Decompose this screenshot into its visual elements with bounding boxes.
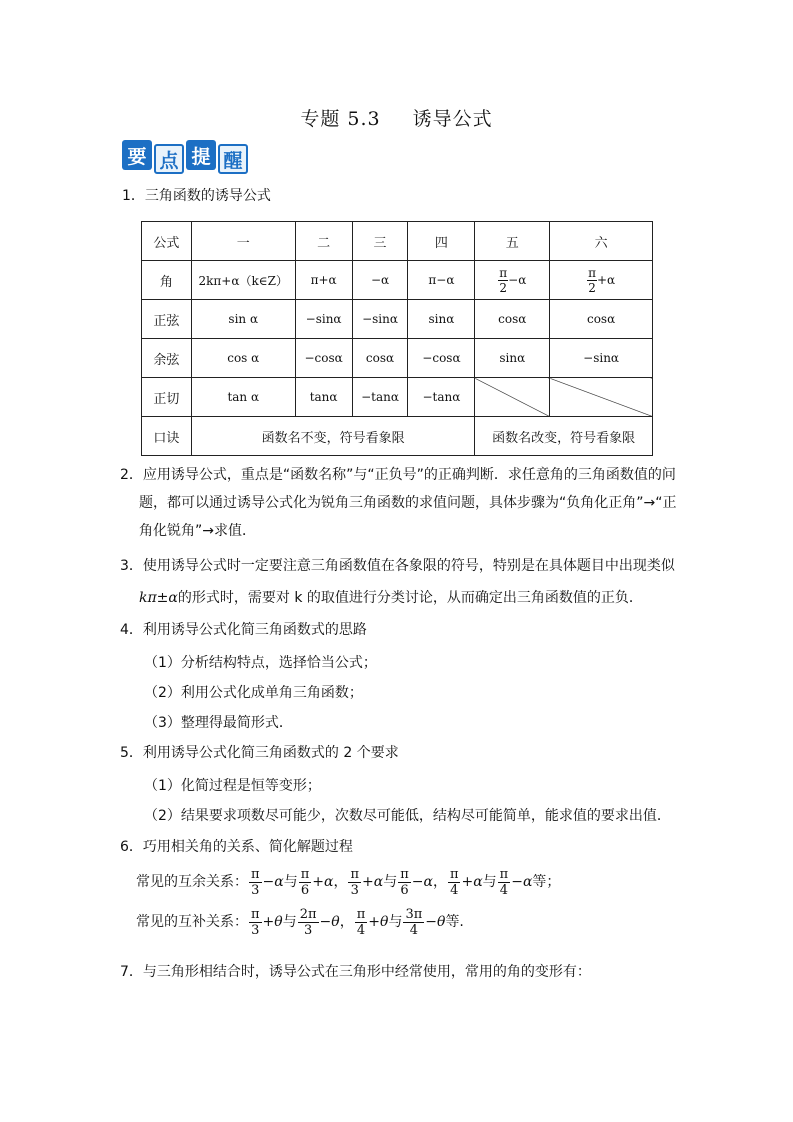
relation-label: 常见的互余关系： [136,874,248,890]
table-cell: 正切 [142,378,192,417]
complementary-relations [136,866,560,898]
table-cell: −cosα [408,339,475,378]
section-6-heading: 6．巧用相关角的关系、简化解题过程 [120,839,353,855]
fraction: $\frac{\pi}{2}$ [499,265,508,295]
fraction-numerator: π [350,866,360,882]
relation-joiner: 与 [388,914,403,930]
relation-joiner: 与 [283,874,298,890]
math-tail: +α [312,874,334,890]
fraction-denominator: 3 [303,922,313,938]
fraction-numerator: 3π [405,906,423,922]
relation-separator: ， [333,874,348,890]
badge-char-1: 要 [122,140,152,170]
table-row-cosine [142,339,653,378]
math-tail: +α [461,874,483,890]
table-row-mnemonic [142,417,653,456]
section-4-item-2: （2）利用公式化成单角三角函数； [144,685,363,701]
table-cell: sinα [475,339,550,378]
relation-joiner: 与 [282,914,297,930]
key-points-badge [122,140,248,170]
fraction-denominator: 3 [350,882,359,898]
section-2-line-3: 角化锐角”→求值． [139,523,256,539]
fraction [498,867,511,898]
table-cell-empty-diagonal [475,378,550,417]
fraction-denominator: 4 [499,882,509,898]
relation-list [248,906,464,938]
table-cell: π−α [408,261,475,300]
table-row-sine [142,300,653,339]
table-cell: tanα [295,378,352,417]
section-2-line-1: 2．应用诱导公式，重点是“函数名称”与“正负号”的正确判断．求任意角的三角函数值的问 [120,467,676,483]
table-row-header [142,222,653,261]
section-2-line-2: 题，都可以通过诱导公式化为锐角三角函数的求值问题，具体步骤为“负角化正角”→“正 [139,495,677,511]
relation-list [248,866,561,898]
badge-char-4: 醒 [218,144,248,174]
section-4-item-3: （3）整理得最简形式． [144,715,293,731]
math-tail: +α [362,874,384,890]
table-cell: 余弦 [142,339,192,378]
table-cell: 公式 [142,222,192,261]
supplementary-relations [136,906,464,938]
badge-char-2: 点 [154,144,184,174]
table-cell: sin α [191,300,295,339]
math-tail: −θ [425,914,446,930]
fraction-numerator: π [400,866,409,882]
relation-label: 常见的互补关系： [136,914,248,930]
table-cell: 三 [352,222,408,261]
table-cell: −sinα [352,300,408,339]
page-title [0,104,793,131]
fraction [348,867,361,898]
fraction-denominator: 3 [251,882,260,898]
table-cell: 六 [550,222,653,261]
relation-joiner: 与 [383,874,398,890]
relation-separator: ， [339,914,354,930]
math-tail: +θ [262,914,283,930]
table-cell: $\frac{\pi}{2}$ −α [475,261,550,300]
table-cell: 一 [191,222,295,261]
table-cell: 四 [408,222,475,261]
fraction [249,867,262,898]
section-3-line-2: kπ±α的形式时，需要对 k 的取值进行分类讨论，从而确定出三角函数值的正负． [139,590,643,606]
fraction [299,867,312,898]
section-5-item-2: （2）结果要求项数尽可能少，次数尽可能低，结构尽可能简单，能求值的要求出值． [144,808,671,824]
table-cell: 2kπ+α（k∈Z） [191,261,295,300]
badge-char-3: 提 [186,140,216,170]
math-tail: −θ [319,914,340,930]
fraction-numerator: π [251,866,260,882]
section-4-heading: 4．利用诱导公式化简三角函数式的思路 [120,622,367,638]
fraction-numerator: 2π [299,906,317,922]
fraction-denominator: 3 [251,922,260,938]
fraction-numerator: π [300,866,310,882]
fraction: $\frac{\pi}{2}$ [588,265,596,295]
relation-separator: 等. [445,914,464,930]
table-cell: $\frac{\pi}{2}$ +α [550,261,653,300]
table-cell: cosα [550,300,653,339]
fraction-denominator: 4 [409,922,418,938]
table-row-angle [142,261,653,300]
table-cell: cosα [475,300,550,339]
table-cell: π+α [295,261,352,300]
section-5-item-1: （1）化简过程是恒等变形； [144,778,321,794]
fraction-denominator: 6 [300,882,310,898]
table-cell: cosα [352,339,408,378]
fraction [403,907,424,938]
fraction [355,907,368,938]
table-cell: tan α [191,378,295,417]
table-cell: 正弦 [142,300,192,339]
table-cell: −α [352,261,408,300]
section-3-line-1: 3．使用诱导公式时一定要注意三角函数值在各象限的符号，特别是在具体题目中出现类似 [120,558,675,574]
table-cell: 角 [142,261,192,300]
relation-separator: 等； [532,874,561,890]
section-5-heading: 5．利用诱导公式化简三角函数式的 2 个要求 [120,745,399,761]
table-cell: 二 [295,222,352,261]
table-cell: −tanα [352,378,408,417]
section-4-item-1: （1）分析结构特点，选择恰当公式； [144,655,377,671]
table-cell: 口诀 [142,417,192,456]
title-topic: 专题 5.3 [300,108,381,130]
fraction-denominator: 4 [356,922,366,938]
table-cell: −cosα [295,339,352,378]
fraction [249,907,262,938]
relation-separator: ， [432,874,447,890]
math-tail: −α [511,874,533,890]
table-cell: −sinα [295,300,352,339]
table-cell-empty-diagonal [550,378,653,417]
fraction [448,867,461,898]
section-7-heading: 7．与三角形相结合时，诱导公式在三角形中经常使用，常用的角的变形有： [120,964,591,980]
table-row-tangent [142,378,653,417]
table-cell: −tanα [408,378,475,417]
fraction-numerator: π [449,866,459,882]
fraction-numerator: π [499,866,509,882]
title-subject: 诱导公式 [412,108,493,130]
table-cell: 函数名改变，符号看象限 [475,417,653,456]
induction-formula-table [141,221,653,456]
fraction-denominator: 6 [400,882,409,898]
table-cell: cos α [191,339,295,378]
table-cell: sinα [408,300,475,339]
table-cell: 五 [475,222,550,261]
fraction [298,907,319,938]
section-1-heading: 1．三角函数的诱导公式 [122,188,271,204]
fraction-denominator: 4 [450,882,459,898]
table-cell: 函数名不变，符号看象限 [191,417,475,456]
math-tail: +θ [368,914,389,930]
fraction [398,867,411,898]
math-expression: kπ±α [139,590,178,606]
math-tail: −α [411,874,433,890]
fraction-numerator: π [251,906,260,922]
fraction-numerator: π [356,906,366,922]
table-cell: −sinα [550,339,653,378]
math-tail: −α [262,874,284,890]
relation-joiner: 与 [482,874,497,890]
